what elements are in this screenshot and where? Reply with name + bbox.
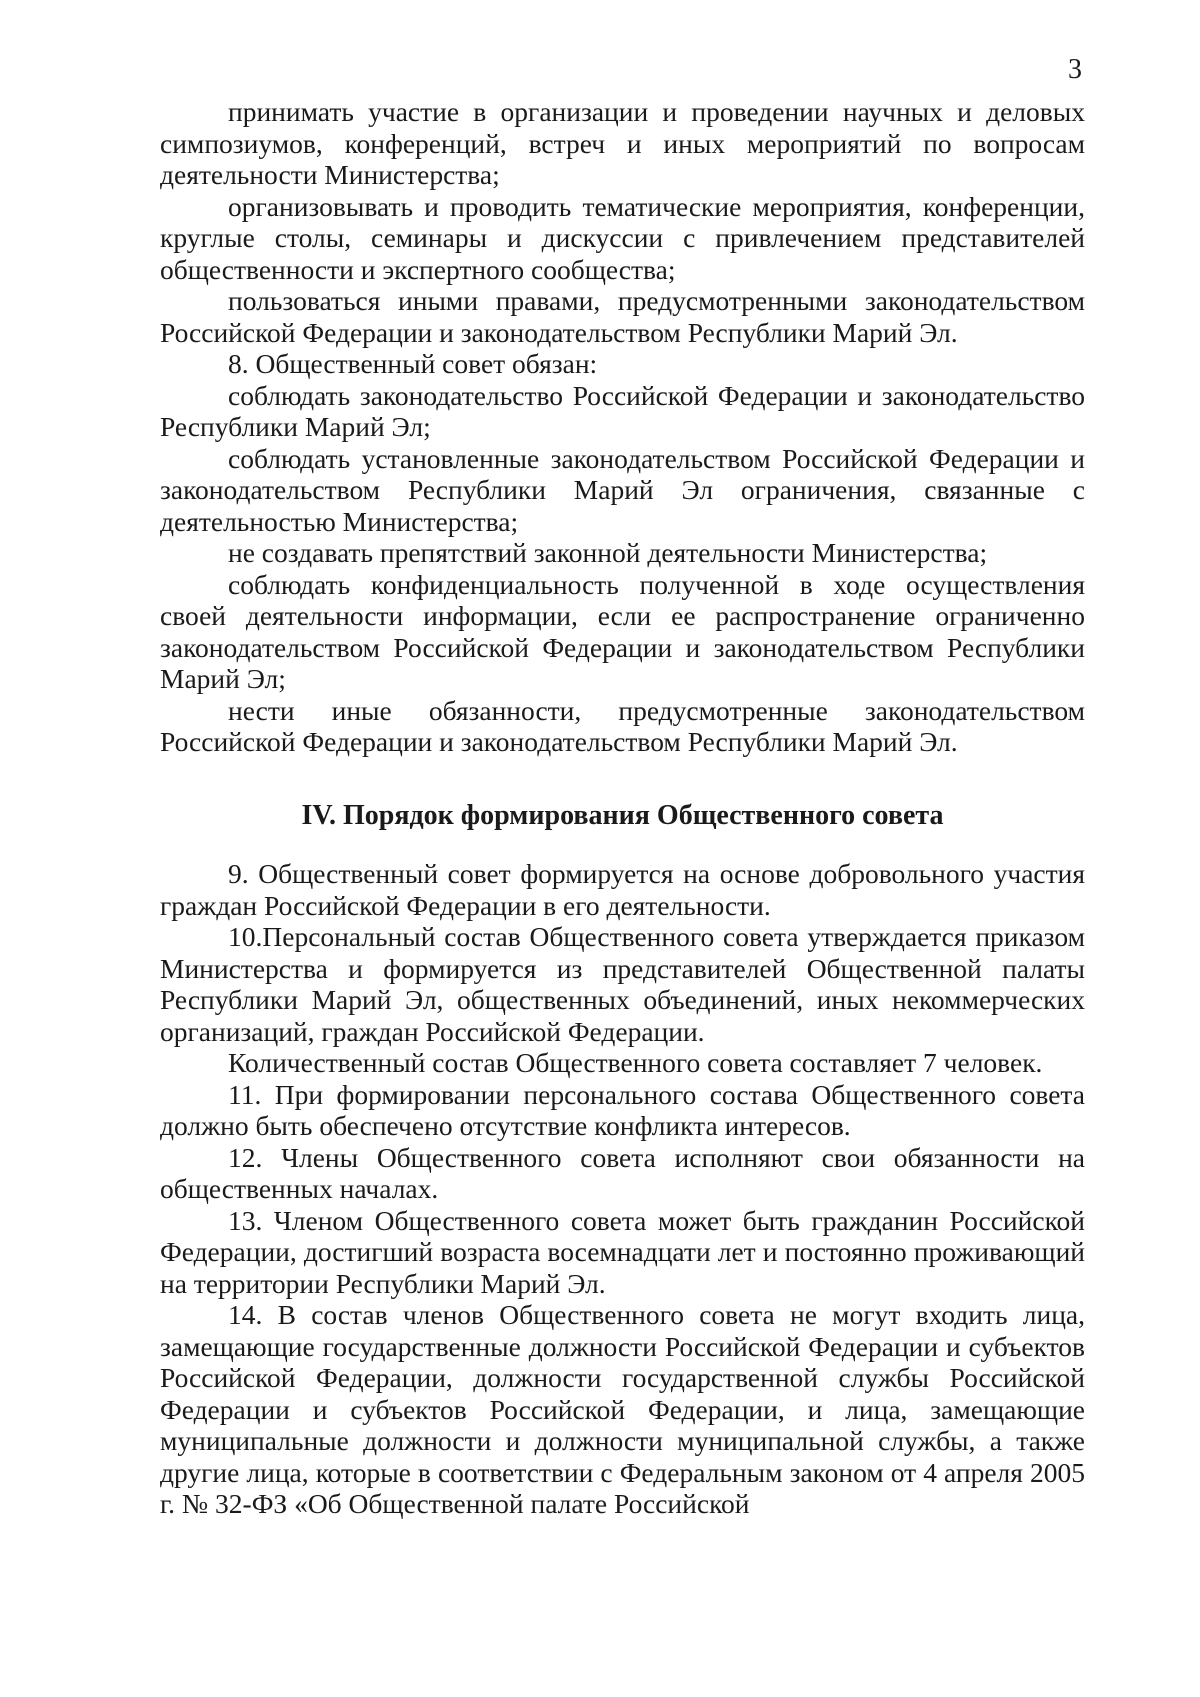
section-heading: IV. Порядок формирования Общественного совета (301, 799, 944, 831)
paragraph: соблюдать законодательство Российской Федерации и законодательство Республики Марий Эл; (160, 379, 1085, 442)
paragraph: 13. Членом Общественного совета может быть гражданин Российской Федерации, достигший возраста восемнадцати лет и постоянно проживающий на территории Республики Марий Эл. (160, 1204, 1085, 1299)
paragraph: 11. При формировании персонального состава Общественного совета должно быть обеспечено отсутствие конфликта интересов. (160, 1078, 1085, 1141)
paragraph: организовывать и проводить тематические мероприятия, конференции, круглые столы, семинары и дискуссии с привлечением представителей общественности и экспертного сообщества; (160, 190, 1085, 285)
paragraph: Количественный состав Общественного совета составляет 7 человек. (228, 1047, 1043, 1078)
paragraph: 12. Члены Общественного совета исполняют свои обязанности на общественных началах. (160, 1141, 1085, 1204)
paragraph: не создавать препятствий законной деятельности Министерства; (228, 537, 988, 568)
document-body (160, 96, 1085, 1520)
paragraph: пользоваться иными правами, предусмотренными законодательством Российской Федерации и законодательством Республики Марий Эл. (160, 285, 1085, 348)
paragraph: 9. Общественный совет формируется на основе добровольного участия граждан Российской Федерации в его деятельности. (160, 858, 1085, 921)
paragraph: 14. В состав членов Общественного совета не могут входить лица, замещающие государственные должности Российской Федерации и субъектов Российской Федерации, должности государственной службы Российской Федерации и субъектов Российской Федерации, и лица, замещающие муниципальные должности и должности муниципальной службы, а также другие лица, которые в соответствии с Федеральным законом от 4 апреля 2005 г. № 32-ФЗ «Об Общественной палате Российской (160, 1299, 1085, 1519)
paragraph: соблюдать установленные законодательством Российской Федерации и законодательством Республики Марий Эл ограничения, связанные с деятельностью Министерства; (160, 442, 1085, 537)
paragraph: 8. Общественный совет обязан: (228, 348, 598, 379)
paragraph: нести иные обязанности, предусмотренные законодательством Российской Федерации и законодательством Республики Марий Эл. (160, 694, 1085, 757)
page-number: 3 (1068, 54, 1082, 85)
paragraph: соблюдать конфиденциальность полученной в ходе осуществления своей деятельности информации, если ее распространение ограниченно законодательством Российской Федерации и законодательством Республики Марий Эл; (160, 568, 1085, 694)
paragraph: 10.Персональный состав Общественного совета утверждается приказом Министерства и формируется из представителей Общественной палаты Республики Марий Эл, общественных объединений, иных некоммерческих организаций, граждан Российской Федерации. (160, 921, 1085, 1047)
paragraph: принимать участие в организации и проведении научных и деловых симпозиумов, конференций, встреч и иных мероприятий по вопросам деятельности Министерства; (160, 96, 1085, 190)
